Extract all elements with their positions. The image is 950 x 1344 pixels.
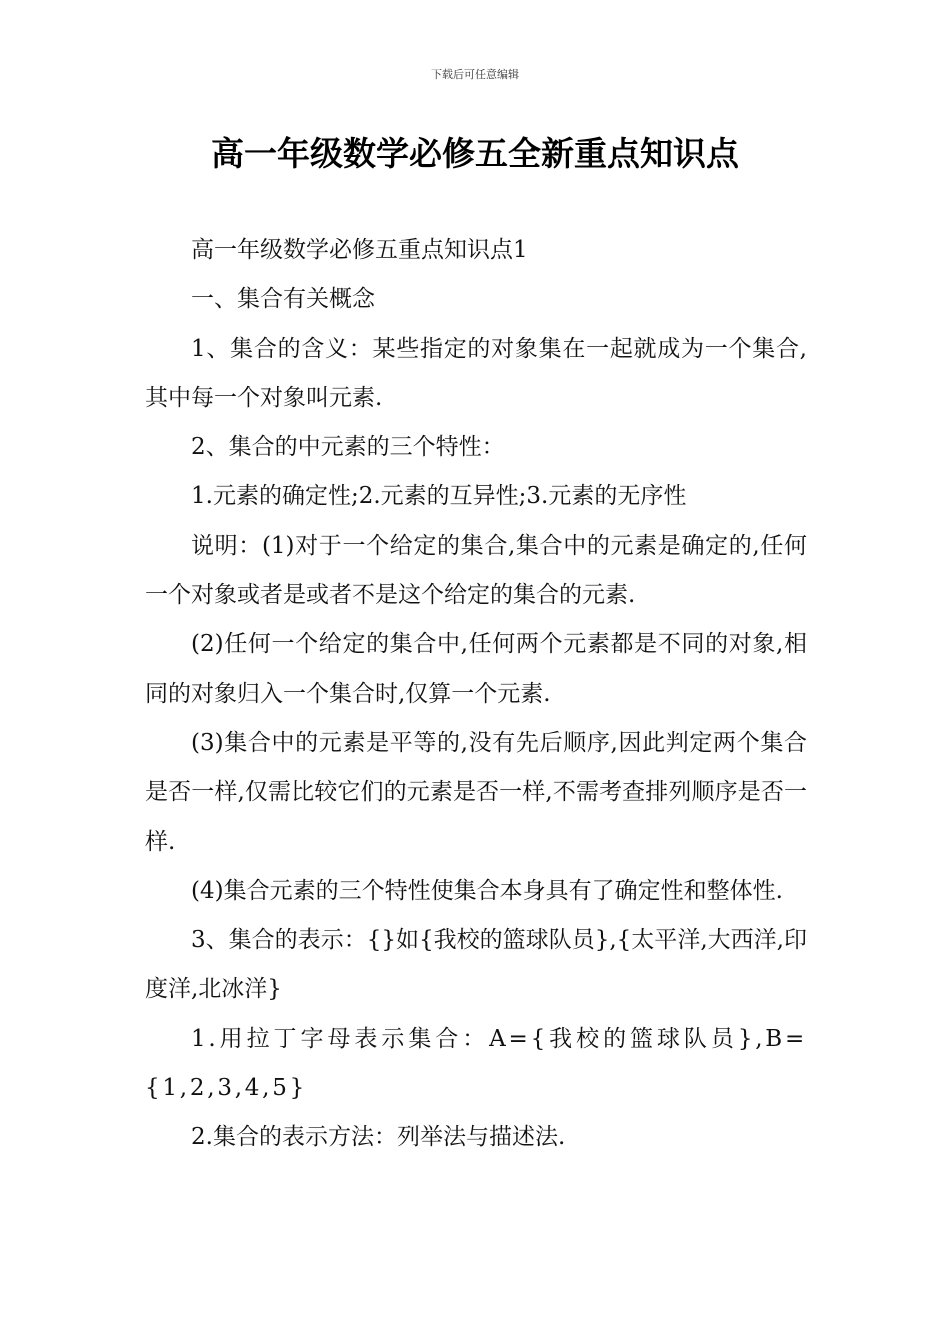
paragraph: 1.用拉丁字母表示集合：A={我校的篮球队员},B={1,2,3,4,5} [145, 1025, 807, 1102]
paragraph: 2.集合的表示方法：列举法与描述法. [191, 1124, 566, 1151]
paragraph: (4)集合元素的三个特性使集合本身具有了确定性和整体性. [191, 877, 783, 904]
paragraph: (2)任何一个给定的集合中,任何两个元素都是不同的对象,相同的对象归入一个集合时,仅算一个元素. [145, 631, 807, 707]
document-title: 高一年级数学必修五全新重点知识点 [211, 134, 739, 173]
paragraph: 说明：(1)对于一个给定的集合,集合中的元素是确定的,任何一个对象或者是或者不是这个给定的集合的元素. [145, 532, 807, 609]
paragraph: 1.元素的确定性;2.元素的互异性;3.元素的无序性 [191, 483, 687, 510]
paragraph: 2、集合的中元素的三个特性： [191, 434, 505, 461]
paragraph: 3、集合的表示：{}如{我校的篮球队员},{太平洋,大西洋,印度洋,北冰洋} [145, 927, 807, 1003]
paragraph: 1、集合的含义：某些指定的对象集在一起就成为一个集合,其中每一个对象叫元素. [145, 335, 807, 411]
header-note: 下载后可任意编辑 [431, 68, 519, 81]
subsection-heading: 一、集合有关概念 [191, 286, 375, 313]
document-body [145, 226, 807, 1163]
section-heading: 高一年级数学必修五重点知识点1 [191, 237, 528, 263]
paragraph: (3)集合中的元素是平等的,没有先后顺序,因此判定两个集合是否一样,仅需比较它们的元素是否一样,不需考查排列顺序是否一样. [145, 729, 807, 855]
